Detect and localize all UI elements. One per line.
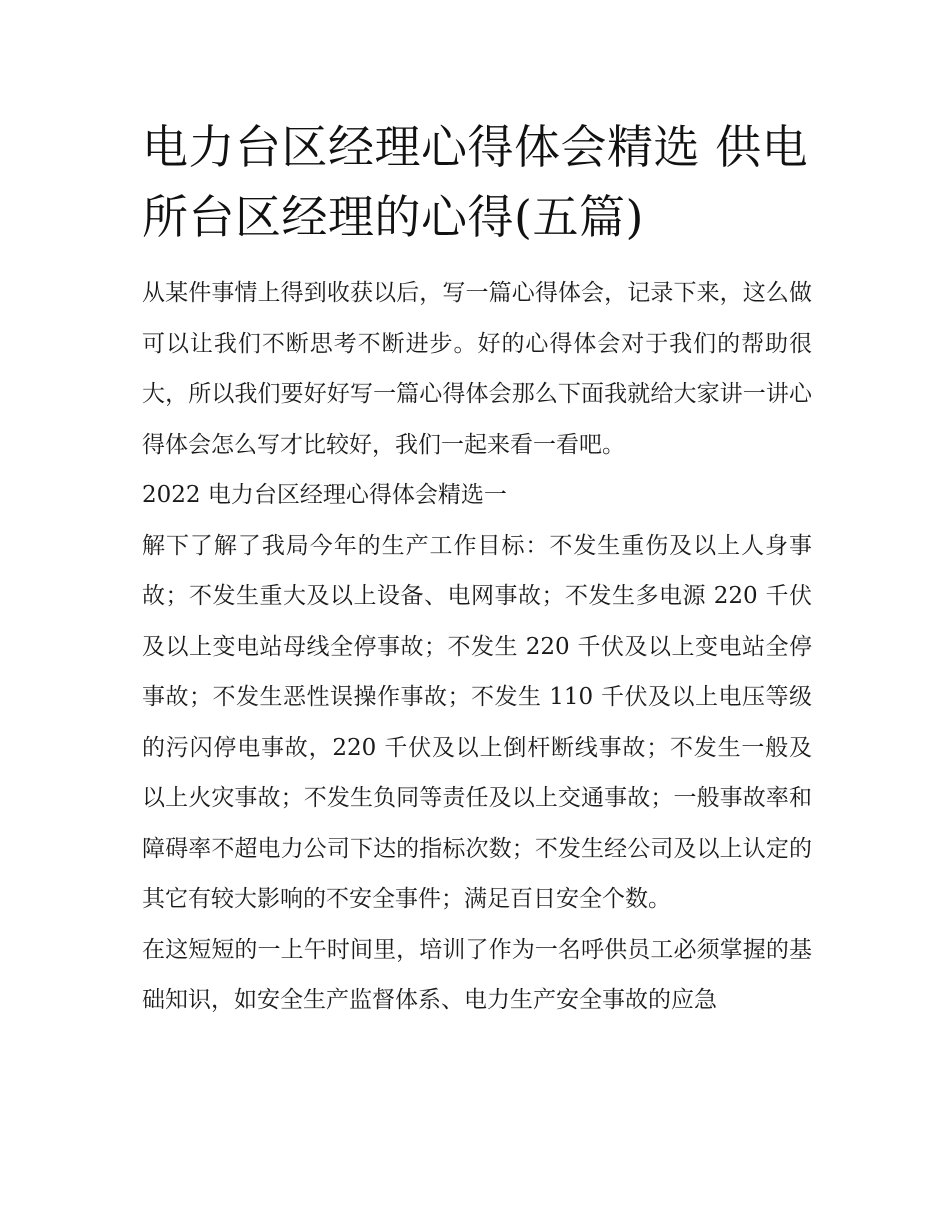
document-content bbox=[142, 112, 812, 1026]
document-body bbox=[142, 268, 812, 1026]
intro-paragraph: 从某件事情上得到收获以后，写一篇心得体会，记录下来，这么做可以让我们不断思考不断进步。好的心得体会对于我们的帮助很大，所以我们要好好写一篇心得体会那么下面我就给大家讲一讲心得体会怎么写才比较好，我们一起来看一看吧。 bbox=[142, 280, 812, 458]
section-heading: 2022 电力台区经理心得体会精选一 bbox=[142, 482, 507, 508]
body-paragraph: 解下了解了我局今年的生产工作目标：不发生重伤及以上人身事故；不发生重大及以上设备、电网事故；不发生多电源 220 千伏及以上变电站母线全停事故；不发生 220 千伏及以上变电站全停事故；不发生恶性误操作事故；不发生 110 千伏及以上电压等级的污闪停电事故，220 千伏及以上倒杆断线事故；不发生一般及以上火灾事故；不发生负同等责任及以上交通事故；一般事故率和障碍率不超电力公司下达的指标次数；不发生经公司及以上认定的其它有较大影响的不安全事件；满足百日安全个数。 bbox=[142, 532, 812, 912]
body-paragraph: 在这短短的一上午时间里，培训了作为一名呼供员工必须掌握的基础知识，如安全生产监督体系、电力生产安全事故的应急 bbox=[142, 936, 812, 1013]
document-title: 电力台区经理心得体会精选 供电所台区经理的心得(五篇) bbox=[142, 120, 809, 244]
